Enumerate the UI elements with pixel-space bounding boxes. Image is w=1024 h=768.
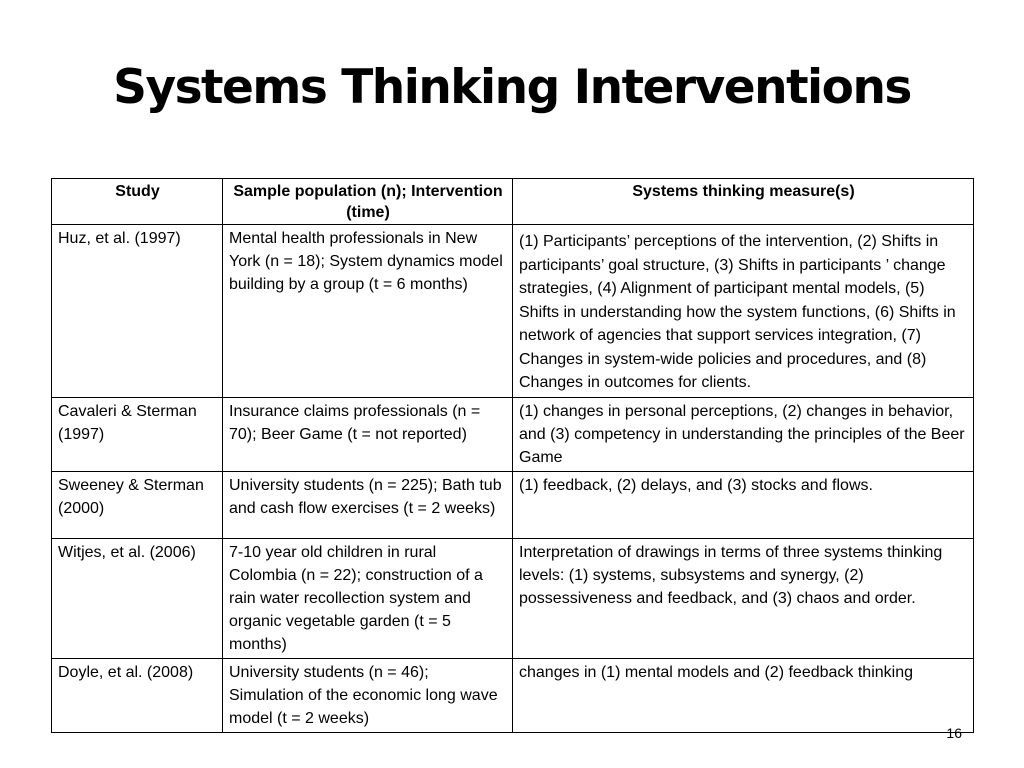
cell-measures: (1) feedback, (2) delays, and (3) stocks and flows.: [513, 471, 974, 538]
page-number: 16: [946, 725, 962, 741]
header-systems-thinking-measures: Systems thinking measure(s): [513, 179, 974, 225]
cell-measures: (1) changes in personal perceptions, (2) changes in behavior, and (3) competency in understanding the principles of the Beer Game: [513, 397, 974, 471]
cell-study: Doyle, et al. (2008): [52, 658, 223, 732]
table-row: [52, 397, 974, 471]
cell-population: Mental health professionals in New York (n = 18); System dynamics model building by a group (t = 6 months): [223, 225, 513, 398]
header-sample-population: Sample population (n); Intervention (time): [223, 179, 513, 225]
cell-measures: changes in (1) mental models and (2) feedback thinking: [513, 658, 974, 732]
studies-table: [51, 178, 974, 733]
cell-measures: (1) Participants’ perceptions of the intervention, (2) Shifts in participants’ goal structure, (3) Shifts in participants ’ change strategies, (4) Alignment of participant mental models, (5) Shifts in understanding how the system functions, (6) Shifts in network of agencies that support services integration, (7) Changes in system-wide policies and procedures, and (8) Changes in outcomes for clients.: [513, 225, 974, 398]
cell-study: Sweeney & Sterman (2000): [52, 471, 223, 538]
table-row: [52, 471, 974, 538]
table-header-row: [52, 179, 974, 225]
cell-study: Cavaleri & Sterman (1997): [52, 397, 223, 471]
table-row: [52, 538, 974, 658]
cell-measures: Interpretation of drawings in terms of three systems thinking levels: (1) systems, subsystems and synergy, (2) possessiveness and feedback, and (3) chaos and order.: [513, 538, 974, 658]
cell-population: 7-10 year old children in rural Colombia (n = 22); construction of a rain water recollection system and organic vegetable garden (t = 5 months): [223, 538, 513, 658]
header-study: Study: [52, 179, 223, 225]
table-row: [52, 225, 974, 398]
cell-population: University students (n = 46); Simulation of the economic long wave model (t = 2 weeks): [223, 658, 513, 732]
cell-study: Huz, et al. (1997): [52, 225, 223, 398]
cell-population: University students (n = 225); Bath tub and cash flow exercises (t = 2 weeks): [223, 471, 513, 538]
cell-population: Insurance claims professionals (n = 70); Beer Game (t = not reported): [223, 397, 513, 471]
slide-title: Systems Thinking Interventions: [113, 60, 911, 115]
cell-study: Witjes, et al. (2006): [52, 538, 223, 658]
table-row: [52, 658, 974, 732]
